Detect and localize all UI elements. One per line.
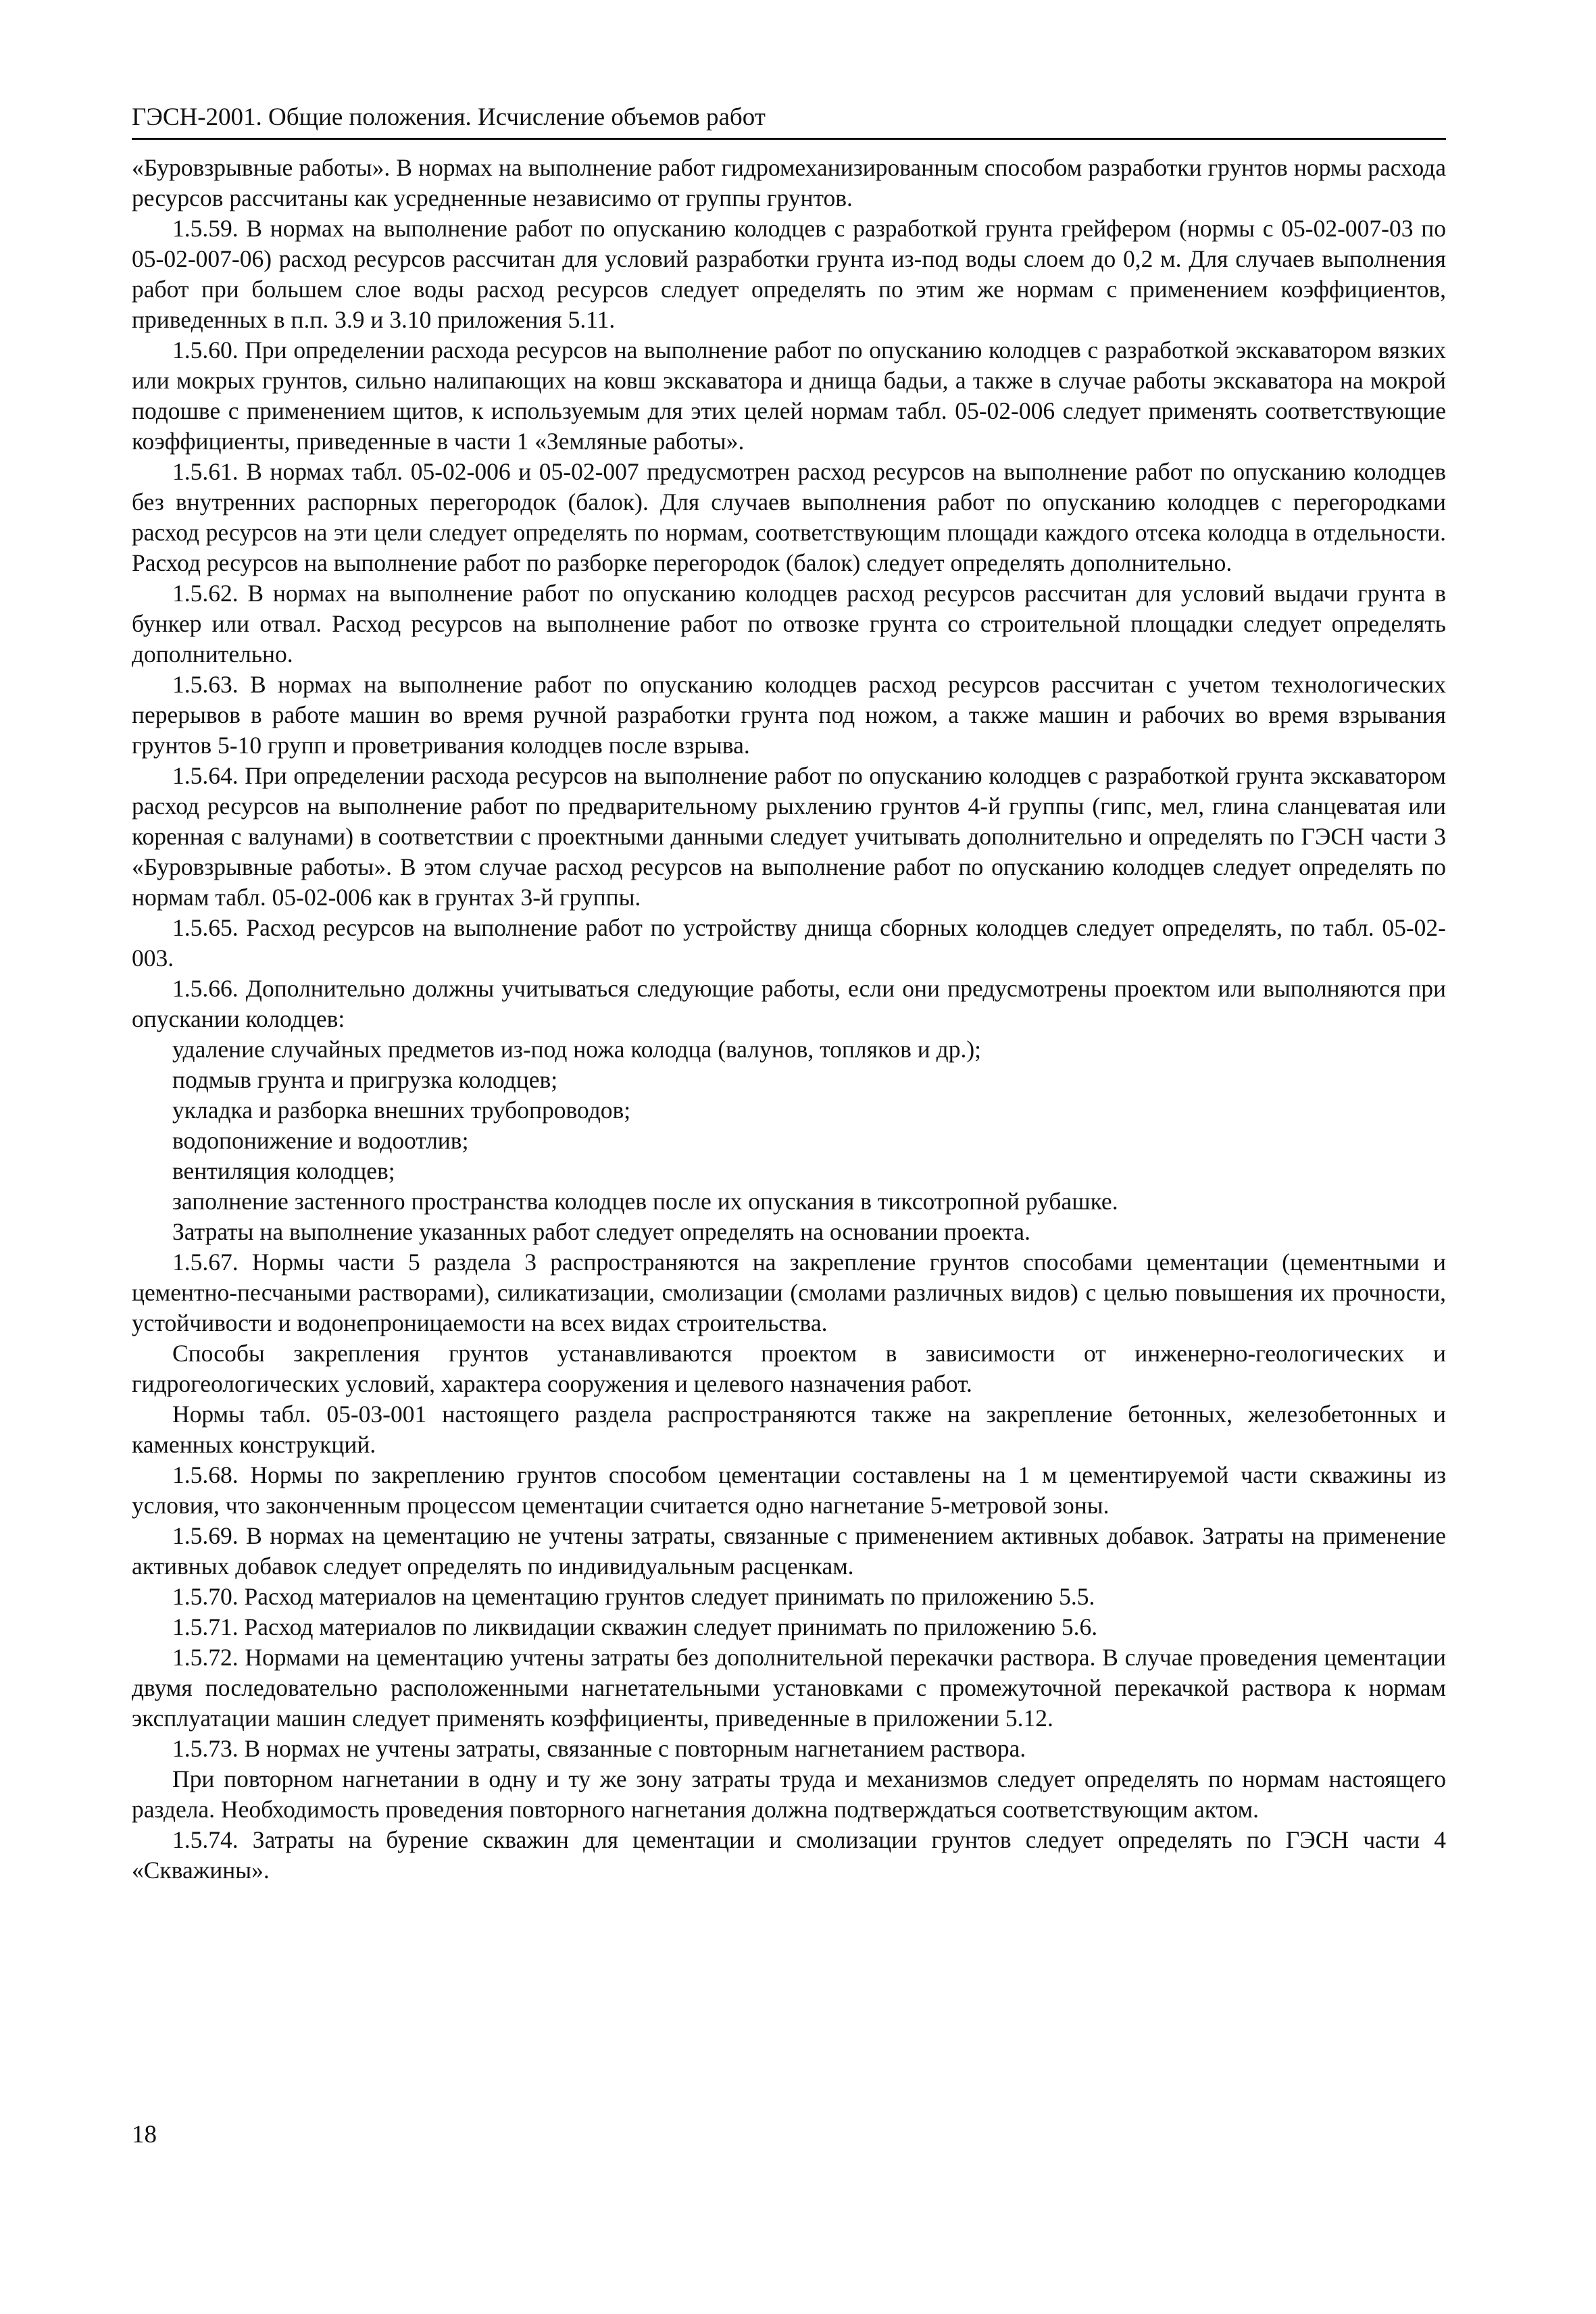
paragraph: 1.5.67. Нормы части 5 раздела 3 распространяются на закрепление грунтов способами цементации (цементными и цементно-песчаными растворами), силикатизации, смолизации (смолами различных видов) с целью повышения их прочности, устойчивости и водонепроницаемости на всех видах строительства. (132, 1249, 1446, 1336)
paragraph: 1.5.61. В нормах табл. 05-02-006 и 05-02-007 предусмотрен расход ресурсов на выполнение работ по опусканию колодцев без внутренних распорных перегородок (балок). Для случаев выполнения работ по опусканию колодцев с перегородками расход ресурсов на эти цели следует определять по нормам, соответствующим площади каждого отсека колодца в отдельности. Расход ресурсов на выполнение работ по разборке перегородок (балок) следует определять дополнительно. (132, 458, 1446, 576)
paragraph: Способы закрепления грунтов устанавливаются проектом в зависимости от инженерно-геологических и гидрогеологических условий, характера сооружения и целевого назначения работ. (132, 1340, 1446, 1397)
list-item: подмыв грунта и пригрузка колодцев; (172, 1066, 558, 1093)
paragraph: 1.5.72. Нормами на цементацию учтены затраты без дополнительной перекачки раствора. В случае проведения цементации двумя последовательно расположенными нагнетательными установками с промежуточной перекачкой раствора к нормам эксплуатации машин следует применять коэффициенты, приведенные в приложении 5.12. (132, 1644, 1446, 1732)
list-item: вентиляция колодцев; (172, 1157, 395, 1184)
paragraph: 1.5.71. Расход материалов по ликвидации скважин следует принимать по приложению 5.6. (172, 1613, 1098, 1640)
paragraph: 1.5.65. Расход ресурсов на выполнение работ по устройству днища сборных колодцев следует определять, по табл. 05-02-003. (132, 914, 1446, 972)
list-item: заполнение застенного пространства колодцев после их опускания в тиксотропной рубашке. (172, 1188, 1118, 1215)
paragraph: 1.5.70. Расход материалов на цементацию грунтов следует принимать по приложению 5.5. (172, 1583, 1095, 1610)
running-header: ГЭСН-2001. Общие положения. Исчисление объемов работ (132, 103, 1446, 140)
document-body (132, 153, 1446, 1886)
list-item: удаление случайных предметов из-под ножа колодца (валунов, топляков и др.); (172, 1036, 982, 1063)
list-item: укладка и разборка внешних трубопроводов; (172, 1097, 631, 1124)
paragraph: 1.5.73. В нормах не учтены затраты, связанные с повторным нагнетанием раствора. (172, 1735, 1026, 1762)
list-item: водопонижение и водоотлив; (172, 1127, 469, 1154)
paragraph: Нормы табл. 05-03-001 настоящего раздела распространяются также на закрепление бетонных, железобетонных и каменных конструкций. (132, 1401, 1446, 1458)
paragraph: 1.5.68. Нормы по закреплению грунтов способом цементации составлены на 1 м цементируемой части скважины из условия, что законченным процессом цементации считается одно нагнетание 5-метровой зоны. (132, 1461, 1446, 1519)
page-number: 18 (132, 2121, 157, 2148)
paragraph: 1.5.63. В нормах на выполнение работ по опусканию колодцев расход ресурсов рассчитан с учетом технологических перерывов в работе машин во время ручной разработки грунта под ножом, а также машин и рабочих во время взрывания грунтов 5-10 групп и проветривания колодцев после взрыва. (132, 671, 1446, 759)
paragraph: 1.5.60. При определении расхода ресурсов на выполнение работ по опусканию колодцев с разработкой экскаватором вязких или мокрых грунтов, сильно налипающих на ковш экскаватора и днища бадьи, а также в случае работы экскаватора на мокрой подошве с применением щитов, к используемым для этих целей нормам табл. 05-02-006 следует применять соответствующие коэффициенты, приведенные в части 1 «Земляные работы». (132, 336, 1446, 455)
paragraph: Затраты на выполнение указанных работ следует определять на основании проекта. (172, 1218, 1030, 1245)
paragraph: При повторном нагнетании в одну и ту же зону затраты труда и механизмов следует определять по нормам настоящего раздела. Необходимость проведения повторного нагнетания должна подтверждаться соответствующим актом. (132, 1765, 1446, 1823)
paragraph: 1.5.69. В нормах на цементацию не учтены затраты, связанные с применением активных добавок. Затраты на применение активных добавок следует определять по индивидуальным расценкам. (132, 1522, 1446, 1580)
paragraph: 1.5.59. В нормах на выполнение работ по опусканию колодцев с разработкой грунта грейфером (нормы с 05-02-007-03 по 05-02-007-06) расход ресурсов рассчитан для условий разработки грунта из-под воды слоем до 0,2 м. Для случаев выполнения работ при большем слое воды расход ресурсов следует определять по этим же нормам с применением коэффициентов, приведенных в п.п. 3.9 и 3.10 приложения 5.11. (132, 215, 1446, 333)
paragraph: 1.5.66. Дополнительно должны учитываться следующие работы, если они предусмотрены проектом или выполняются при опускании колодцев: (132, 975, 1446, 1032)
paragraph: 1.5.64. При определении расхода ресурсов на выполнение работ по опусканию колодцев с разработкой грунта экскаватором расход ресурсов на выполнение работ по предварительному рыхлению грунтов 4-й группы (гипс, мел, глина сланцеватая или коренная с валунами) в соответствии с проектными данными следует учитывать дополнительно и определять по ГЭСН части 3 «Буровзрывные работы». В этом случае расход ресурсов на выполнение работ по опусканию колодцев следует определять по нормам табл. 05-02-006 как в грунтах 3-й группы. (132, 762, 1446, 911)
paragraph: «Буровзрывные работы». В нормах на выполнение работ гидромеханизированным способом разработки грунтов нормы расхода ресурсов рассчитаны как усредненные независимо от группы грунтов. (132, 154, 1446, 211)
paragraph: 1.5.62. В нормах на выполнение работ по опусканию колодцев расход ресурсов рассчитан для условий выдачи грунта в бункер или отвал. Расход ресурсов на выполнение работ по отвозке грунта со строительной площадки следует определять дополнительно. (132, 580, 1446, 668)
paragraph: 1.5.74. Затраты на бурение скважин для цементации и смолизации грунтов следует определять по ГЭСН части 4 «Скважины». (132, 1826, 1446, 1884)
